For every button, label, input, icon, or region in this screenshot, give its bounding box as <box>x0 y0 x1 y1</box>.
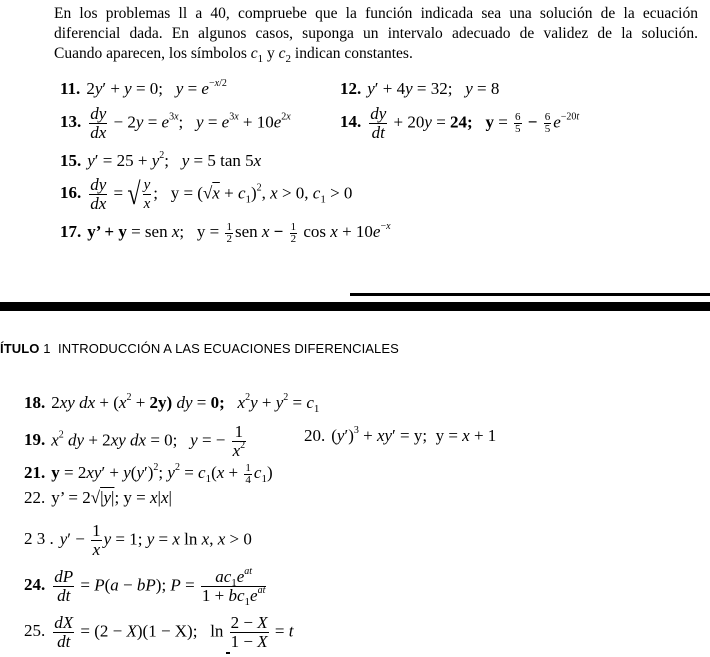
instructions-line-1: En los problemas ll a 40, compruebe que la función indicada sea una solución de la ecuación <box>54 5 698 22</box>
problem-25: 25. $\frac{dX}{dt}$ = (2 − X)(1 − X); ln $\frac{2 - X}{1 - X}$ = t <box>24 613 294 651</box>
chapter-header: ÍTULO 1 INTRODUCCIÓN A LAS ECUACIONES DIFERENCIALES <box>0 341 399 356</box>
problem-14: 14. $\frac{dy}{dt}$ + 20y = 24; y = $\frac{6}{5}$ − $\frac{6}{5}$ $e^{-20t}$ <box>340 104 580 142</box>
problem-13: 13. $\frac{dy}{dx}$ − $2y = e^{3x}$; $y = e^{3x} + 10e^{2x}$ <box>60 104 291 142</box>
problem-15: 15. $y' = 25 + y^2$; y = 5 tan 5x <box>60 150 262 170</box>
problem-12: 12. y′ + 4y = 32; y = 8 <box>340 79 500 98</box>
instructions-line-3: Cuando aparecen, los símbolos $c_1$ y $c_2$ indican constantes. <box>54 45 413 65</box>
derivative-fraction: $\frac{dy}{dt}$ <box>370 104 387 142</box>
problem-17: 17. y’ + y = sen x; y = $\frac{1}{2}$ sen x − $\frac{1}{2}$ $\cos x + 10e^{-x}$ <box>60 220 391 245</box>
problem-11: 11. 2y′ + y = 0; $y = e^{-x/2}$ <box>60 78 227 98</box>
instructions-line-2: diferencial dada. En algunos casos, suponga un intervalo adecuado de validez de la solución. <box>54 25 698 42</box>
page-rule-thick <box>0 302 710 311</box>
derivative-fraction: $\frac{dy}{dx}$ <box>90 104 107 142</box>
problem-20: 20. $(y')^3 + xy' = y$; y = x + 1 <box>304 425 497 445</box>
problem-23: 2 3 . y′ − $\frac{1}{x}$ y = 1; y = x ln x, x > 0 <box>24 521 252 559</box>
problem-22: 22. y’ = 2√|y|; y = x|x| <box>24 488 172 507</box>
problem-19: 19. $x^2$ dy + 2xy dx = 0; y = − $\frac{1}{x^2}$ <box>24 422 246 460</box>
instructions-paragraph <box>54 4 698 64</box>
page-mark <box>226 652 230 654</box>
problem-18: 18. 2xy dx + $(x^2 + 2y)$ dy = 0; $x^2y + y^2 = c_1$ <box>24 392 320 415</box>
problem-24: 24. $\frac{dP}{dt}$ = P(a − bP); P = $\frac{ac_1e^{at}}{1 + bc_1e^{at}}$ <box>24 566 266 608</box>
problem-16: 16. $\frac{dy}{dx}$ = √ $\frac{y}{x}$ ; $y = (√x + c_1)^2$, x > 0, $c_1 > 0$ <box>60 175 353 213</box>
problem-21: 21. $y = 2xy' + y(y')^2$; $y^2 = c_1(x$ + $\frac{1}{4}$ $c_1$) <box>24 461 273 486</box>
page-rule-thin <box>350 293 710 296</box>
